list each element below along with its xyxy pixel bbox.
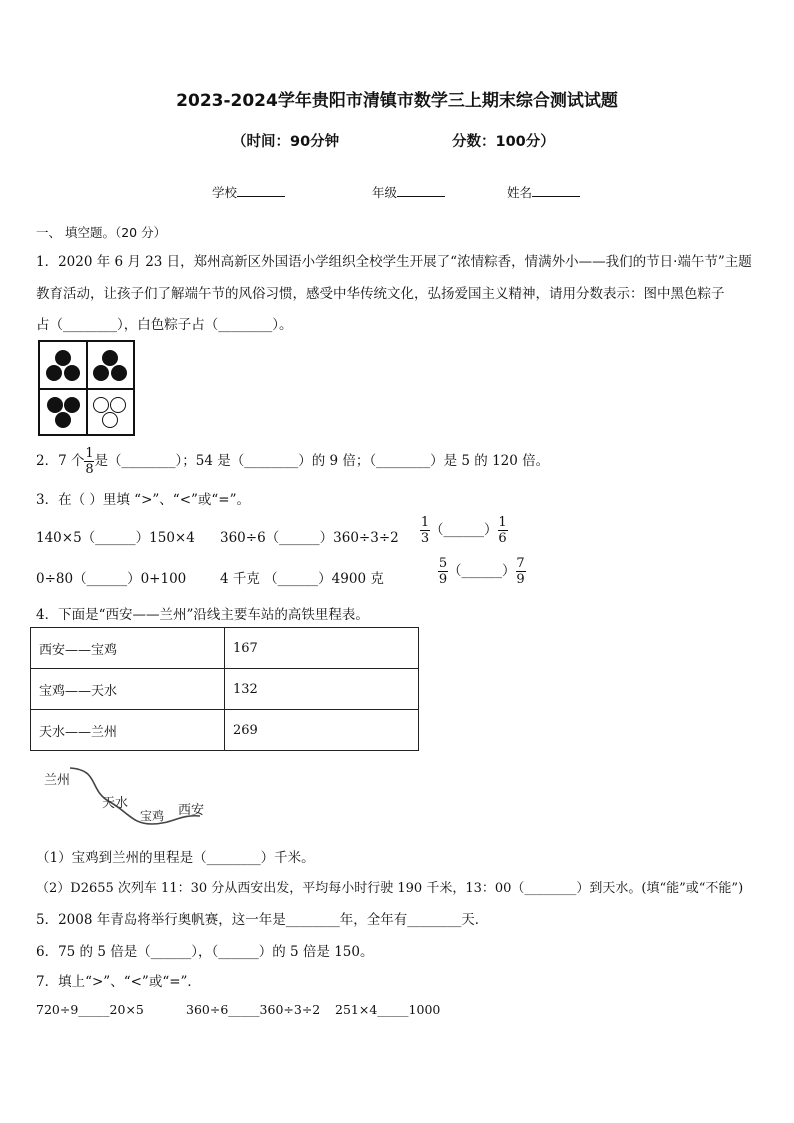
station-tianshui: 天水 [102, 796, 129, 811]
rail-route-map [40, 762, 230, 832]
q4-stem: 4．下面是“西安——兰州”沿线主要车站的高铁里程表。 [36, 607, 369, 623]
fraction-one-eighth [84, 446, 94, 477]
fraction [438, 556, 448, 587]
exam-time: （时间：90分钟 [232, 134, 340, 150]
school-blank[interactable] [237, 182, 285, 197]
q2-suffix: 是（________）；54 是（________）的 9 倍；（________）是 5 的 120 倍。 [94, 453, 550, 469]
table-row [31, 628, 419, 669]
black-zongzi [93, 365, 109, 381]
frac-numerator: 1 [498, 515, 507, 530]
km-cell: 132 [225, 669, 419, 710]
black-zongzi [64, 397, 80, 413]
q3-item-6 [438, 556, 526, 587]
q7-item-3: 251×4_____1000 [335, 1002, 441, 1017]
km-cell: 269 [225, 710, 419, 751]
q7-stem: 7．填上“>”、“<”或“=”． [36, 974, 201, 990]
q2 [36, 446, 549, 477]
mileage-table [30, 627, 419, 751]
table-row [31, 669, 419, 710]
frac-denominator: 8 [85, 462, 94, 477]
grade-blank[interactable] [397, 182, 445, 197]
page-title: 2023-2024学年贵阳市清镇市数学三上期末综合测试试题 [176, 91, 618, 111]
q3-item-5: 4 千克 （______）4900 克 [220, 571, 384, 587]
grid-divider-horizontal [40, 388, 133, 390]
q3-item-4: 0÷80（______）0+100 [36, 571, 187, 587]
school-field [212, 182, 285, 201]
frac-numerator: 7 [516, 556, 525, 571]
frac-denominator: 6 [498, 531, 507, 546]
white-zongzi [110, 397, 126, 413]
q1-line1: 1．2020 年 6 月 23 日，郑州高新区外国语小学组织全校学生开展了“浓情粽香，情满外小——我们的节日·端午节”主题 [36, 254, 752, 270]
route-cell: 西安——宝鸡 [31, 628, 225, 669]
q3-blank[interactable]: （______） [430, 522, 498, 538]
exam-score: 分数：100分） [452, 134, 555, 150]
black-zongzi [64, 365, 80, 381]
fraction [498, 515, 508, 546]
q5: 5．2008 年青岛将举行奥帆赛，这一年是________年，全年有________天． [36, 912, 489, 928]
black-zongzi [102, 350, 118, 366]
frac-numerator: 5 [438, 556, 448, 571]
black-zongzi [55, 350, 71, 366]
q3-blank[interactable]: （______） [448, 563, 516, 579]
route-cell: 宝鸡——天水 [31, 669, 225, 710]
grade-label: 年级 [372, 185, 398, 200]
q3-item-3 [420, 515, 508, 546]
frac-denominator: 3 [420, 531, 430, 546]
q6: 6．75 的 5 倍是（______），（______）的 5 倍是 150。 [36, 944, 374, 960]
black-zongzi [111, 365, 127, 381]
name-label: 姓名 [507, 185, 533, 200]
route-cell: 天水——兰州 [31, 710, 225, 751]
frac-numerator: 1 [420, 515, 430, 530]
zongzi-figure [38, 340, 135, 436]
station-lanzhou: 兰州 [44, 773, 71, 788]
table-row [31, 710, 419, 751]
q3-item-1: 140×5（______）150×4 [36, 530, 195, 546]
q7-item-2: 360÷6_____360÷3÷2 [186, 1002, 321, 1017]
white-zongzi [102, 412, 118, 428]
q1-line3: 占（________），白色粽子占（________）。 [36, 317, 293, 333]
name-blank[interactable] [532, 182, 580, 197]
q3-stem: 3．在（ ）里填 “>”、“<”或“=”。 [36, 492, 251, 508]
name-field [507, 182, 580, 201]
q7-item-1: 720÷9_____20×5 [36, 1002, 144, 1017]
q3-item-2: 360÷6（______）360÷3÷2 [220, 530, 399, 546]
frac-numerator: 1 [85, 446, 94, 461]
school-label: 学校 [212, 185, 238, 200]
frac-denominator: 9 [438, 572, 448, 587]
q1-line2: 教育活动，让孩子们了解端午节的风俗习惯，感受中华传统文化，弘扬爱国主义精神，请用分数表示：图中黑色粽子 [36, 286, 725, 302]
fraction [516, 556, 526, 587]
grade-field [372, 182, 445, 201]
black-zongzi [46, 365, 62, 381]
section-heading: 一、 填空题。（20 分） [36, 225, 167, 240]
white-zongzi [93, 397, 109, 413]
q4-sub1: （1）宝鸡到兰州的里程是（________）千米。 [36, 850, 315, 866]
station-baoji: 宝鸡 [140, 809, 165, 823]
frac-denominator: 9 [516, 572, 525, 587]
black-zongzi [47, 397, 63, 413]
black-zongzi [55, 412, 71, 428]
fraction [420, 515, 430, 546]
station-xian: 西安 [178, 803, 205, 818]
q2-prefix: 2．7 个 [36, 453, 85, 469]
km-cell: 167 [225, 628, 419, 669]
q4-sub2: （2）D2655 次列车 11：30 分从西安出发，平均每小时行驶 190 千米，13：00（________）到天水。(填“能”或“不能”) [36, 881, 744, 896]
